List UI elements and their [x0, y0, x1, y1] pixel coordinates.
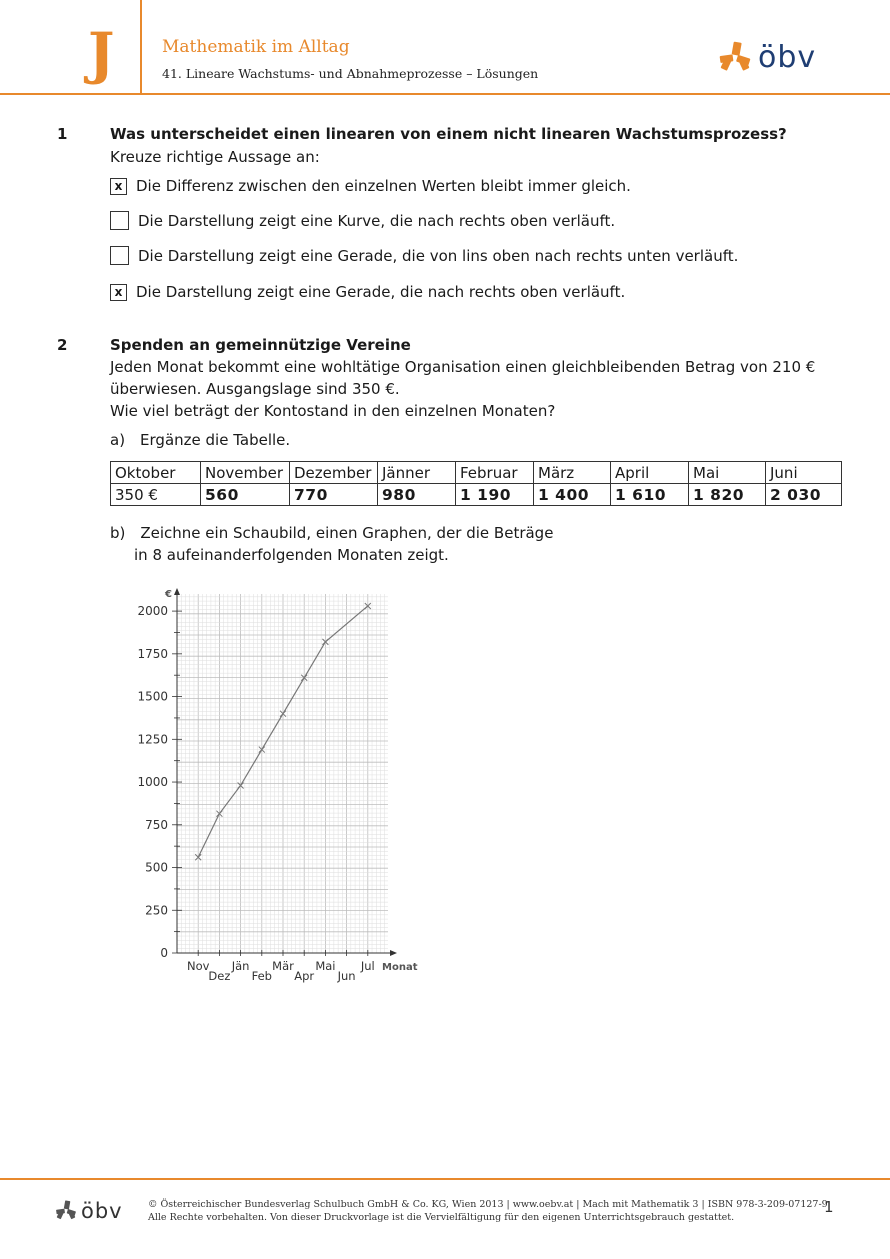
asterisk-logo-icon — [718, 41, 752, 75]
page-header — [0, 0, 890, 96]
page-number: 1 — [824, 1198, 834, 1216]
y-tick-label: 250 — [145, 903, 168, 918]
task1-option — [110, 246, 738, 265]
task1-option — [110, 283, 625, 301]
x-tick-label: Apr — [294, 969, 315, 983]
y-axis-label: € — [165, 589, 172, 600]
table-answer-cell[interactable]: 770 — [290, 484, 378, 506]
chart-axes — [172, 588, 397, 956]
header-subtitle: 41. Lineare Wachstums- und Abnahmeprozesse – Lösungen — [162, 66, 539, 81]
table-header-cell: Juni — [766, 462, 842, 484]
table-header-cell: Oktober — [111, 462, 201, 484]
x-tick-label: Mär — [272, 959, 294, 973]
obv-footer-logo — [55, 1199, 123, 1223]
y-axis-arrow-icon — [174, 588, 180, 595]
table-header-cell: Februar — [456, 462, 534, 484]
table-header-row — [111, 462, 842, 484]
y-tick-label: 1000 — [137, 775, 168, 790]
obv-logo — [718, 40, 816, 75]
task1-number: 1 — [57, 125, 68, 143]
table-header-cell: Jänner — [378, 462, 456, 484]
footer-rule — [0, 1178, 890, 1180]
x-tick-label: Feb — [251, 969, 272, 983]
option-text: Die Darstellung zeigt eine Kurve, die nach rechts oben verläuft. — [138, 211, 616, 230]
header-title: Mathematik im Alltag — [162, 37, 350, 57]
y-tick-label: 2000 — [137, 604, 168, 619]
y-tick-label: 1750 — [137, 646, 168, 661]
table-answer-cell[interactable]: 1 820 — [689, 484, 766, 506]
task2-text-line: Wie viel beträgt der Kontostand in den einzelnen Monaten? — [110, 402, 556, 420]
y-tick-label: 750 — [145, 817, 168, 832]
table-answer-cell[interactable]: 1 190 — [456, 484, 534, 506]
task2-title: Spenden an gemeinnützige Vereine — [110, 336, 411, 354]
balance-table — [110, 461, 842, 506]
footer-rights: Alle Rechte vorbehalten. Von dieser Druckvorlage ist die Vervielfältigung für den eigenen Unterrichtsgebrauch gestattet. — [148, 1212, 735, 1223]
table-answer-cell[interactable]: 2 030 — [766, 484, 842, 506]
x-tick-label: Jän — [231, 959, 250, 973]
header-rule — [0, 93, 890, 95]
task2-text-line: überwiesen. Ausgangslage sind 350 €. — [110, 380, 400, 398]
checkbox-checked[interactable]: x — [110, 178, 127, 195]
x-tick-label: Jul — [360, 959, 375, 973]
table-row — [111, 484, 842, 506]
option-text: Die Differenz zwischen den einzelnen Werten bleibt immer gleich. — [136, 177, 631, 195]
brand-name: öbv — [81, 1199, 123, 1223]
checkbox-unchecked[interactable] — [110, 246, 129, 265]
task1-title: Was unterscheidet einen linearen von einem nicht linearen Wachstumsprozess? — [110, 125, 787, 143]
task1-option — [110, 177, 631, 195]
task2-part-b-continued: in 8 aufeinanderfolgenden Monaten zeigt. — [134, 546, 449, 564]
table-header-cell: März — [534, 462, 611, 484]
chapter-letter: J — [88, 21, 115, 87]
table-answer-cell[interactable]: 1 400 — [534, 484, 611, 506]
task2-text-line: Jeden Monat bekommt eine wohltätige Organisation einen gleichbleibenden Betrag von 210 € — [110, 358, 816, 376]
x-tick-label: Jun — [337, 969, 356, 983]
table-header-cell: Dezember — [290, 462, 378, 484]
x-tick-label: Mai — [315, 959, 336, 973]
y-tick-label: 500 — [145, 860, 168, 875]
option-text: Die Darstellung zeigt eine Gerade, die nach rechts oben verläuft. — [136, 283, 626, 301]
chart-grid — [177, 594, 388, 953]
table-answer-cell[interactable]: 980 — [378, 484, 456, 506]
table-header-cell: April — [611, 462, 689, 484]
table-cell: 350 € — [111, 484, 201, 506]
table-answer-cell[interactable]: 560 — [201, 484, 290, 506]
task2-number: 2 — [57, 336, 68, 354]
chart-labels — [137, 589, 417, 983]
balance-line-chart — [120, 585, 430, 990]
y-tick-label: 1500 — [137, 689, 168, 704]
task2-part-a: a) Ergänze die Tabelle. — [110, 431, 291, 449]
table-header-cell: Mai — [689, 462, 766, 484]
x-tick-label: Dez — [208, 969, 231, 983]
table-header-cell: November — [201, 462, 290, 484]
y-tick-label: 0 — [160, 946, 168, 960]
x-tick-label: Nov — [186, 959, 210, 973]
x-axis-arrow-icon — [390, 950, 397, 956]
table-answer-cell[interactable]: 1 610 — [611, 484, 689, 506]
x-axis-label: Monat — [382, 962, 418, 973]
option-text: Die Darstellung zeigt eine Gerade, die von lins oben nach rechts unten verläuft. — [138, 246, 739, 265]
checkbox-checked[interactable]: x — [110, 284, 127, 301]
task1-instruction: Kreuze richtige Aussage an: — [110, 148, 320, 166]
y-tick-label: 1250 — [137, 732, 168, 747]
brand-name: öbv — [758, 40, 817, 75]
task2-part-b: b) Zeichne ein Schaubild, einen Graphen, der die Beträge — [110, 524, 554, 542]
task1-option — [110, 211, 615, 230]
checkbox-unchecked[interactable] — [110, 211, 129, 230]
header-divider — [140, 0, 142, 94]
asterisk-logo-icon — [55, 1200, 77, 1222]
footer-copyright: © Österreichischer Bundesverlag Schulbuch GmbH & Co. KG, Wien 2013 | www.oebv.at | Mach mit Mathematik 3 | ISBN 978-3-209-07127-9 — [148, 1199, 828, 1210]
